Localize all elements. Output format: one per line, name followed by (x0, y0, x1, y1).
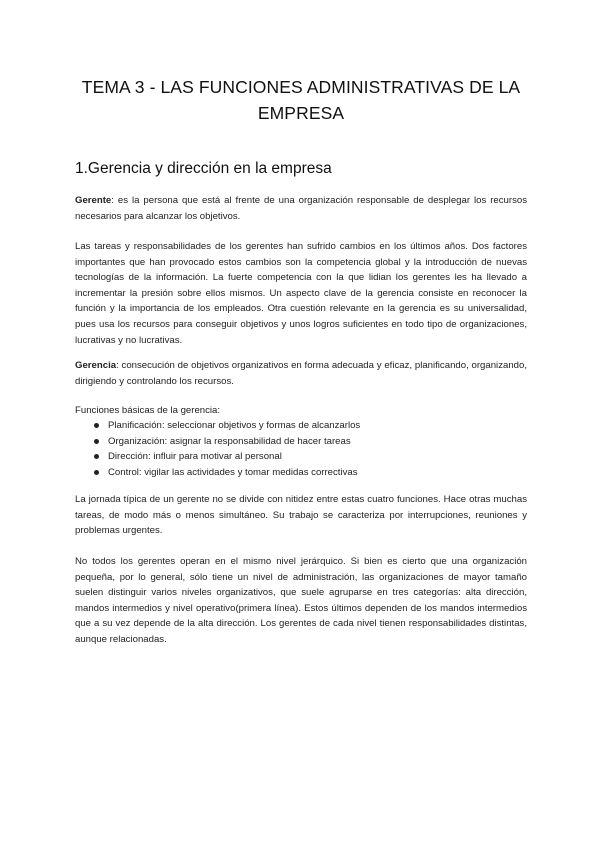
title-line-2: EMPRESA (257, 103, 345, 123)
definition-gerente (75, 193, 527, 224)
funciones-list (75, 418, 527, 480)
page-title (75, 74, 527, 126)
definition-gerente-text: : es la persona que está al frente de una organización responsable de desplegar los recursos necesarios para alcanzar los objetivos. (75, 195, 527, 222)
section-heading: 1.Gerencia y dirección en la empresa (75, 160, 332, 177)
list-item: Planificación: seleccionar objetivos y formas de alcanzarlos (75, 418, 527, 434)
definition-gerencia-label: Gerencia (75, 360, 117, 371)
list-item: Dirección: influir para motivar al personal (75, 449, 527, 465)
funciones-intro: Funciones básicas de la gerencia: (75, 405, 221, 416)
definition-gerente-label: Gerente (75, 195, 112, 206)
paragraph-jornada: La jornada típica de un gerente no se divide con nitidez entre estas cuatro funciones. Hace otras muchas tareas, de modo más o menos simultáneo. Su trabajo se caracteriza por interrupciones, reuniones y problemas urgentes. (75, 494, 527, 537)
list-item: Control: vigilar las actividades y tomar medidas correctivas (75, 465, 527, 481)
paragraph-niveles: No todos los gerentes operan en el mismo nivel jerárquico. Si bien es cierto que una organización pequeña, por lo general, sólo tiene un nivel de administración, las organizaciones de mayor tamaño suelen distinguir varios niveles organizativos, que suele agruparse en tres categorías: alta dirección, mandos intermedios y nivel operativo(primera línea). Estos últimos dependen de los mandos intermedios que a su vez depende de la alta dirección. Los gerentes de cada nivel tienen responsabilidades distintas, aunque relacionadas. (75, 556, 527, 645)
list-item: Organización: asignar la responsabilidad de hacer tareas (75, 434, 527, 450)
definition-gerencia-text: : consecución de objetivos organizativos en forma adecuada y eficaz, planificando, organizando, dirigiendo y controlando los recursos. (75, 360, 527, 387)
paragraph-tareas: Las tareas y responsabilidades de los gerentes han sufrido cambios en los últimos años. Dos factores importantes que han provocado estos cambios son la competencia global y la introducción de nuevas tecnologías de la información. La fuerte competencia con la que lidian los gerentes les ha llevado a incrementar la presión sobre ellos mismos. Un aspecto clave de la gerencia consiste en reconocer la función y la importancia de los empleados. Otra cuestión relevante en la gerencia es su universalidad, pues usa los recursos para conseguir objetivos y unos logros suficientes en todo tipo de organizaciones, lucrativas y no lucrativas. (75, 241, 527, 346)
definition-gerencia (75, 358, 527, 389)
title-line-1: TEMA 3 - LAS FUNCIONES ADMINISTRATIVAS DE LA (81, 77, 521, 97)
